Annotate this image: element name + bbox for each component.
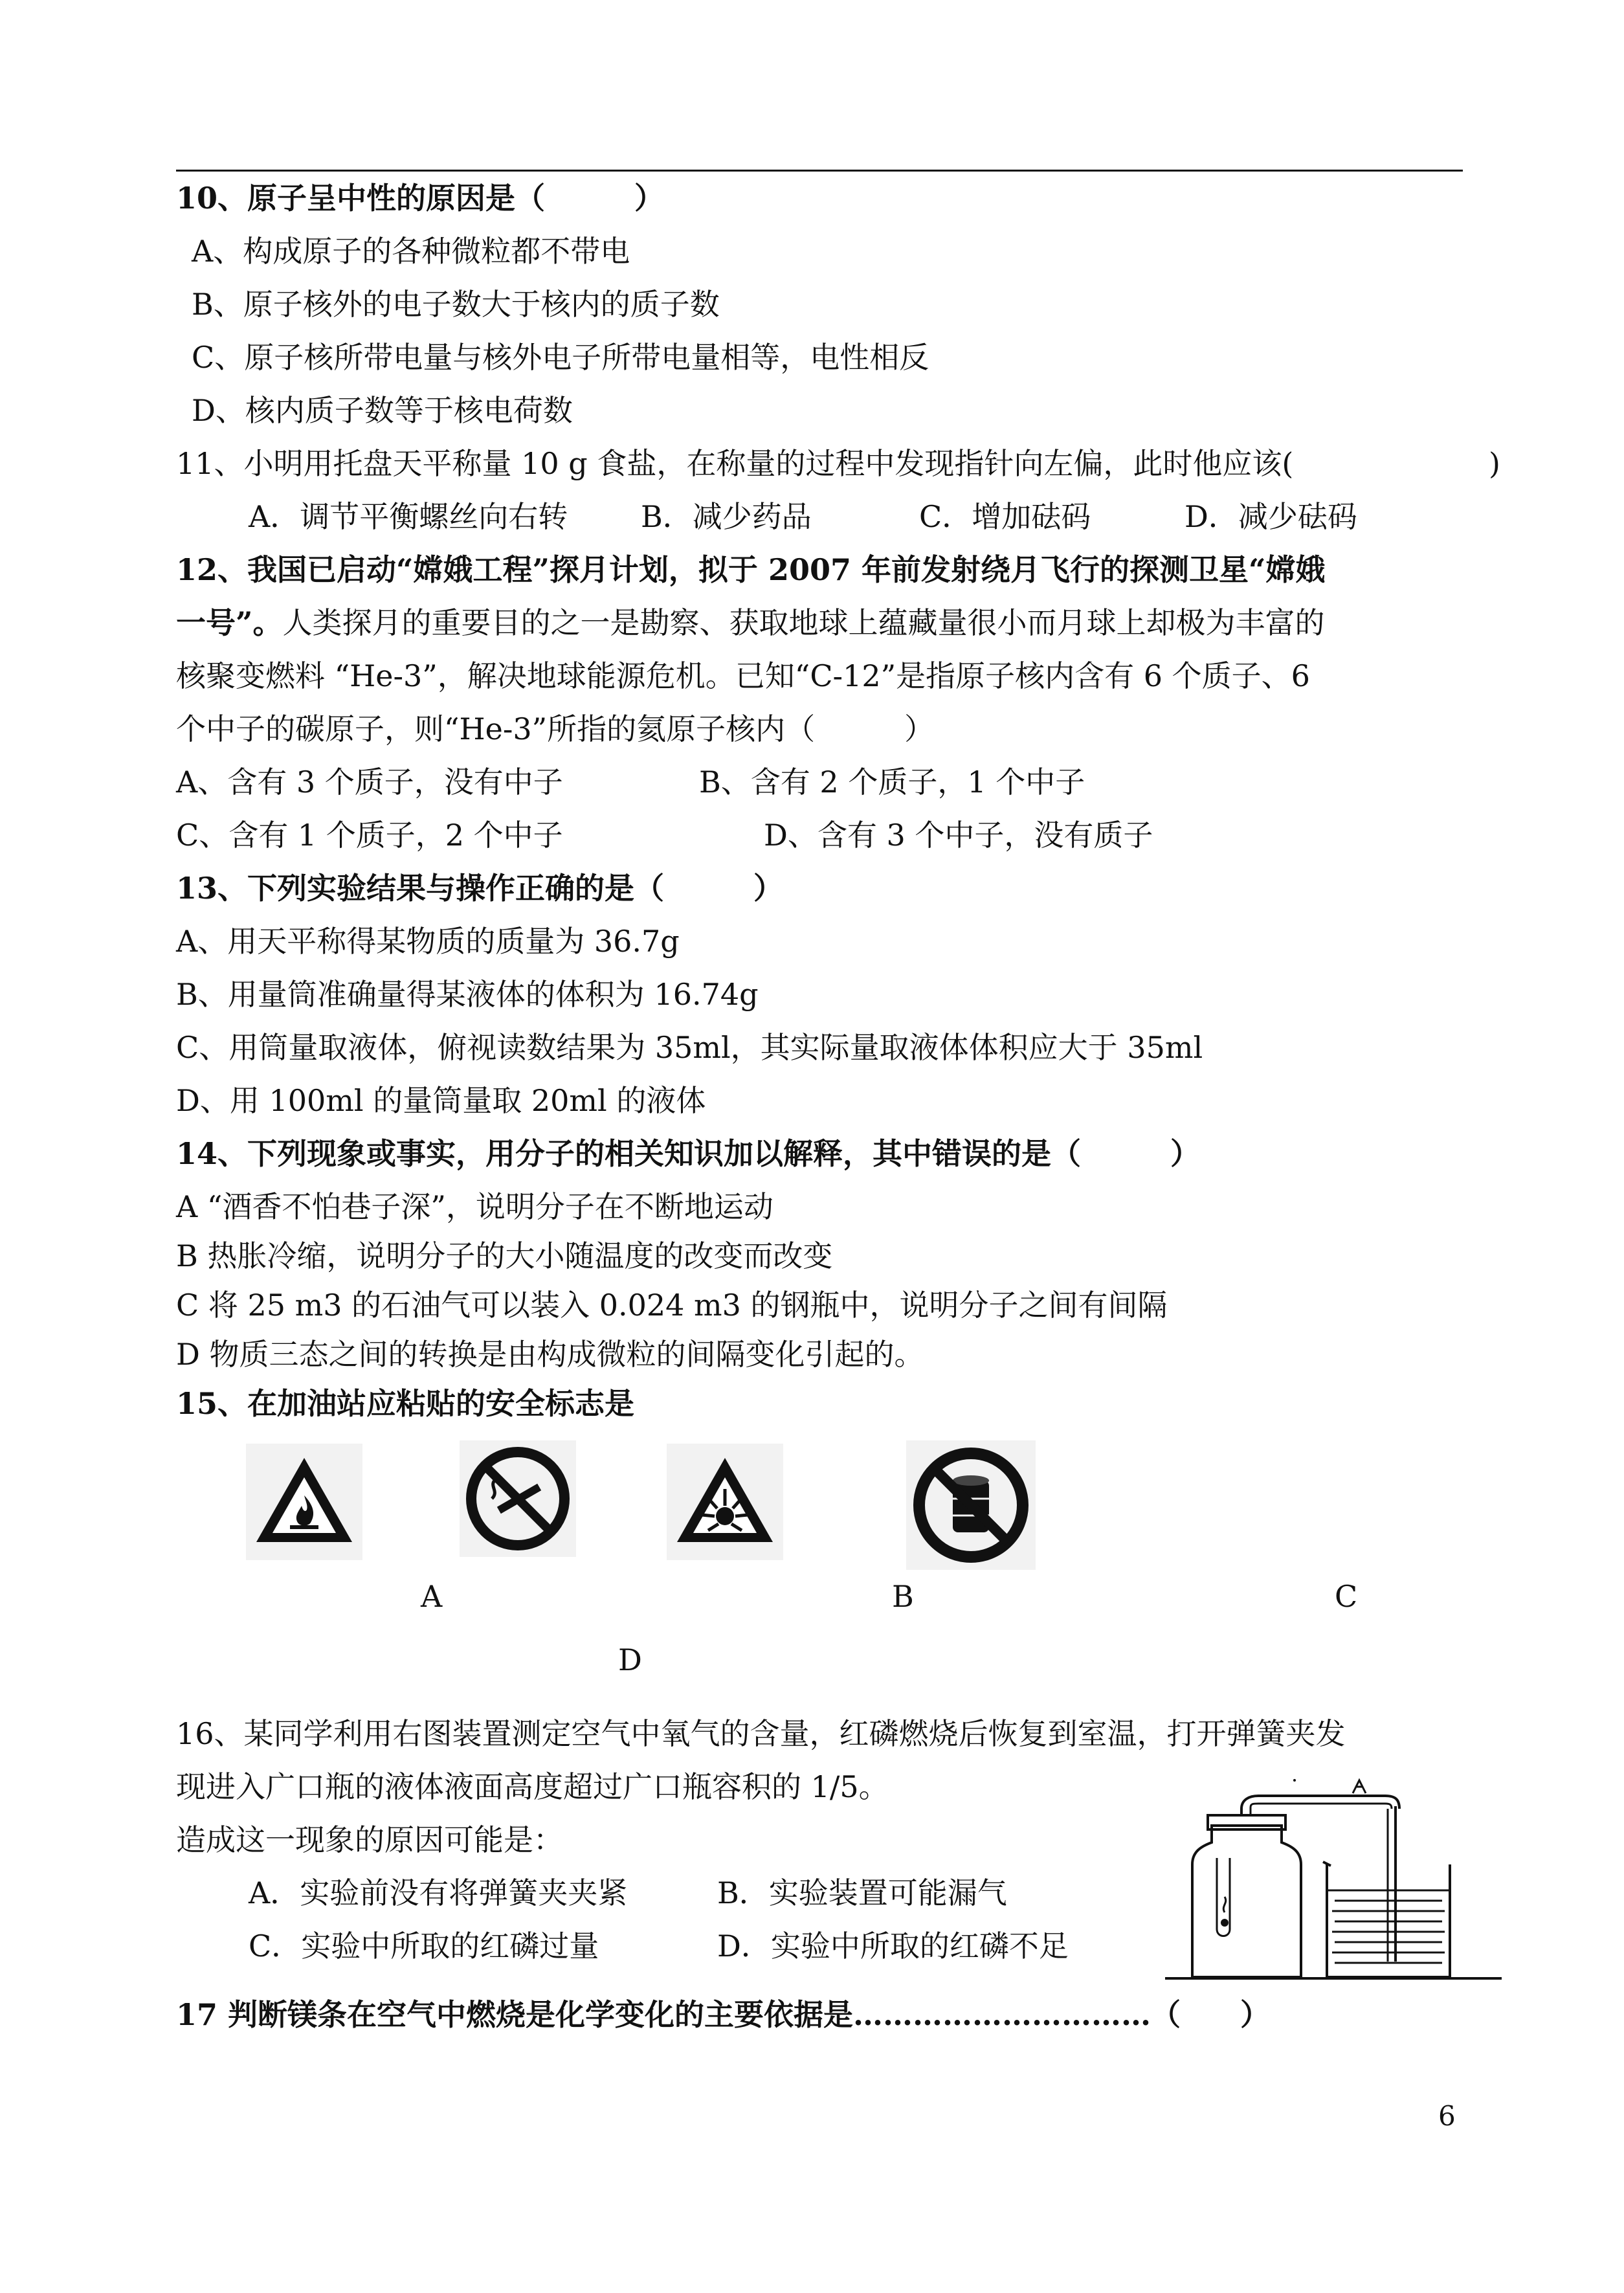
no-smoking-icon: [460, 1440, 576, 1557]
q11-option-c: C．增加砝码: [919, 499, 1091, 534]
q11-close-paren: ): [1489, 446, 1500, 481]
q12-line-1: 12、我国已启动“嫦娥工程”探月计划，拟于 2007 年前发射绕月飞行的探测卫星“嫦娥: [176, 552, 1326, 587]
q13-option-c: C、用筒量取液体，俯视读数结果为 35ml，其实际量取液体体积应大于 35ml: [176, 1030, 1203, 1065]
q15-stem: 15、在加油站应粘贴的安全标志是: [176, 1386, 635, 1421]
q11-option-b: B．减少药品: [641, 499, 812, 534]
q14-option-b: B 热胀冷缩，说明分子的大小随温度的改变而改变: [176, 1238, 833, 1273]
q14-option-c: C 将 25 m3 的石油气可以装入 0.024 m3 的钢瓶中，说明分子之间有间隔: [176, 1288, 1168, 1323]
q14-option-d: D 物质三态之间的转换是由构成微粒的间隔变化引起的。: [176, 1337, 924, 1372]
q12-option-a: A、含有 3 个质子，没有中子: [176, 765, 563, 800]
q12-option-c: C、含有 1 个质子，2 个中子: [176, 818, 563, 853]
explosive-warning-icon: [667, 1444, 783, 1560]
q16-line-3: 造成这一现象的原因可能是：: [176, 1822, 563, 1857]
q15-label-c: C: [1335, 1579, 1358, 1614]
q16-option-a: A．实验前没有将弹簧夹夹紧: [249, 1875, 628, 1910]
q12-option-b: B、含有 2 个质子，1 个中子: [699, 765, 1085, 800]
oxygen-experiment-apparatus-diagram: [1165, 1767, 1502, 1987]
q15-label-d: D: [618, 1642, 642, 1677]
q13-option-d: D、用 100ml 的量筒量取 20ml 的液体: [176, 1083, 706, 1118]
q13-option-b: B、用量筒准确量得某液体的体积为 16.74g: [176, 977, 759, 1012]
q12-line-3: 核聚变燃料 “He-3”，解决地球能源危机。已知“C-12”是指原子核内含有 6 个质子、6: [176, 658, 1310, 693]
q12-line-2-text: 人类探月的重要目的之一是勘察、获取地球上蕴藏量很小而月球上却极为丰富的: [282, 605, 1325, 640]
q15-label-b: B: [892, 1579, 914, 1614]
q15-label-a: A: [421, 1579, 443, 1614]
q10-option-a: A、构成原子的各种微粒都不带电: [192, 234, 630, 269]
page-number: 6: [1438, 2100, 1456, 2132]
q11-stem: 11、小明用托盘天平称量 10 g 食盐，在称量的过程中发现指针向左偏，此时他应该(: [176, 446, 1294, 481]
q16-option-c: C．实验中所取的红磷过量: [249, 1929, 599, 1963]
q12-line-2: [176, 603, 1324, 642]
q13-stem: 13、下列实验结果与操作正确的是（ ）: [176, 871, 784, 906]
q11-option-d: D．减少砝码: [1185, 499, 1357, 534]
header-rule: [176, 170, 1463, 172]
q14-stem: 14、下列现象或事实，用分子的相关知识加以解释，其中错误的是（ ）: [176, 1136, 1201, 1171]
q16-line-1: 16、某同学利用右图装置测定空气中氧气的含量，红磷燃烧后恢复到室温，打开弹簧夹发: [176, 1716, 1346, 1751]
q16-line-2: 现进入广口瓶的液体液面高度超过广口瓶容积的 1/5。: [176, 1769, 889, 1804]
q10-option-d: D、核内质子数等于核电荷数: [192, 393, 573, 428]
no-dumping-barrel-icon: [906, 1440, 1036, 1570]
q14-option-a: A “酒香不怕巷子深”，说明分子在不断地运动: [176, 1189, 773, 1224]
q11-option-a: A．调节平衡螺丝向右转: [249, 499, 568, 534]
q16-option-b: B．实验装置可能漏气: [717, 1875, 1007, 1910]
q16-option-d: D．实验中所取的红磷不足: [717, 1929, 1069, 1963]
q12-line-4: 个中子的碳原子，则“He-3”所指的氦原子核内（ ）: [176, 711, 935, 746]
flammable-warning-icon: [246, 1444, 362, 1560]
q10-option-b: B、原子核外的电子数大于核内的质子数: [192, 287, 720, 322]
q17-stem: 17 判断镁条在空气中燃烧是化学变化的主要依据是…………………………（ ）: [176, 1997, 1271, 2032]
q12-line-2-bold: 一号”。: [176, 605, 283, 640]
q10-option-c: C、原子核所带电量与核外电子所带电量相等，电性相反: [192, 340, 929, 375]
q10-stem: 10、原子呈中性的原因是（ ）: [176, 181, 665, 216]
q12-option-d: D、含有 3 个中子，没有质子: [764, 818, 1153, 853]
q13-option-a: A、用天平称得某物质的质量为 36.7g: [176, 924, 680, 959]
